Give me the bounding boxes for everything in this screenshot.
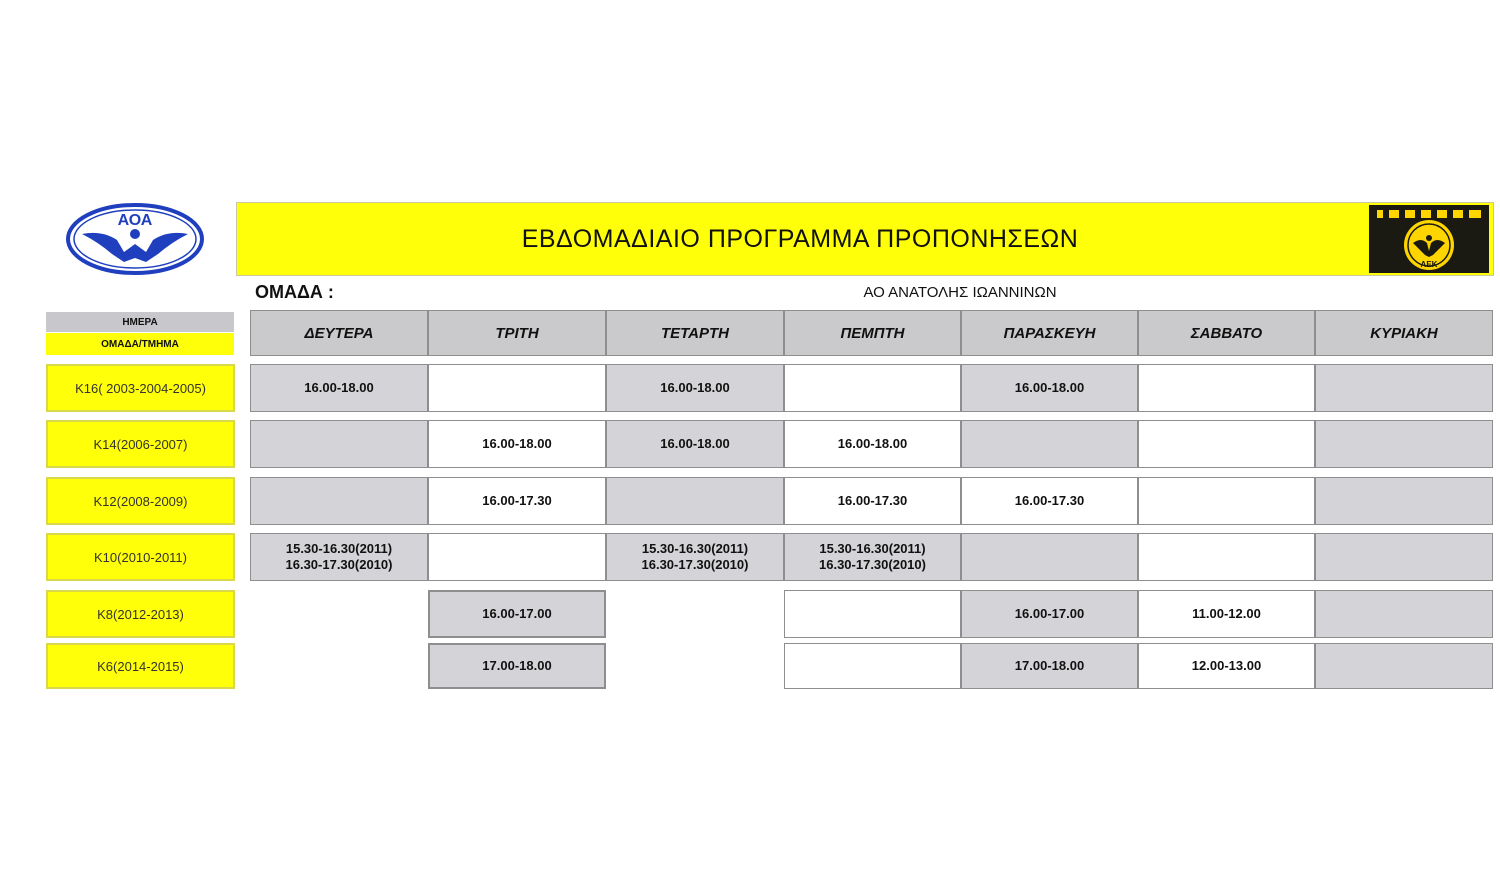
schedule-cell (961, 590, 1138, 638)
schedule-cell (606, 420, 784, 468)
page-title: ΕΒΔΟΜΑΔΙΑΙΟ ΠΡΟΓΡΑΜΜΑ ΠΡΟΠΟΝΗΣΕΩΝ (521, 224, 1079, 253)
time-slot: 16.00-17.30 (482, 493, 552, 508)
logo-right-text: ΑΕΚ (1420, 260, 1438, 269)
team-row-label: Κ6(2014-2015) (46, 643, 235, 689)
schedule-cell (1138, 643, 1315, 689)
schedule-cell (1138, 477, 1315, 525)
schedule-cell (1315, 420, 1493, 468)
schedule-cell (1315, 643, 1493, 689)
schedule-cell (250, 477, 428, 525)
team-name: ΑΟ ΑΝΑΤΟΛΗΣ ΙΩΑΝΝΙΝΩΝ (863, 284, 1057, 301)
time-slot: 12.00-13.00 (1191, 658, 1262, 673)
schedule-cell (784, 590, 961, 638)
time-slot: 16.30-17.30(2010) (285, 557, 393, 572)
team-row-label: Κ16( 2003-2004-2005) (46, 364, 235, 412)
time-slot: 17.00-18.00 (1014, 658, 1085, 673)
day-header-tuesday: ΤΡΙΤΗ (428, 310, 606, 356)
schedule-cell (784, 643, 961, 689)
schedule-cell (961, 533, 1138, 581)
schedule-cell (1315, 364, 1493, 412)
schedule-cell (428, 533, 606, 581)
schedule-cell (1138, 364, 1315, 412)
team-row-label: Κ12(2008-2009) (46, 477, 235, 525)
day-header-thursday: ΠΕΜΠΤΗ (784, 310, 961, 356)
club-logo-left (62, 200, 208, 278)
schedule-cell (1138, 533, 1315, 581)
time-slot: 15.30-16.30(2011) (819, 541, 926, 556)
time-slot: 16.30-17.30(2010) (819, 557, 926, 572)
logo-left-text: ΑΟΑ (117, 212, 153, 229)
time-slot: 15.30-16.30(2011) (285, 541, 393, 556)
schedule-cell (1138, 590, 1315, 638)
header-day-label: ΗΜΕΡΑ (46, 312, 234, 332)
schedule-cell (250, 364, 428, 412)
schedule-cell (250, 420, 428, 468)
time-slot: 16.00-18.00 (660, 380, 730, 395)
schedule-cell (961, 364, 1138, 412)
time-slot: 16.00-17.30 (837, 493, 908, 508)
schedule-cell (428, 364, 606, 412)
schedule-cell (428, 477, 606, 525)
schedule-cell (784, 477, 961, 525)
time-slot: 15.30-16.30(2011) (641, 541, 749, 556)
schedule-cell (606, 533, 784, 581)
schedule-cell (428, 590, 606, 638)
club-crest-icon (1369, 205, 1489, 273)
time-slot: 16.00-18.00 (837, 436, 908, 451)
schedule-cell (1138, 420, 1315, 468)
schedule-cell (1315, 477, 1493, 525)
schedule-cell (961, 420, 1138, 468)
header-team-label: ΟΜΑΔΑ/ΤΜΗΜΑ (46, 333, 234, 355)
team-row-label: Κ8(2012-2013) (46, 590, 235, 638)
schedule-cell (1315, 590, 1493, 638)
time-slot: 11.00-12.00 (1192, 606, 1261, 621)
time-slot: 17.00-18.00 (482, 658, 552, 673)
schedule-cell (428, 643, 606, 689)
schedule-cell (961, 643, 1138, 689)
team-label: ΟΜΑΔΑ : (255, 282, 334, 302)
club-logo-right (1369, 205, 1489, 273)
schedule-cell (784, 533, 961, 581)
title-banner (236, 202, 1494, 276)
time-slot: 16.00-17.00 (1014, 606, 1085, 621)
time-slot: 16.00-18.00 (304, 380, 374, 395)
day-header-monday: ΔΕΥΤΕΡΑ (250, 310, 428, 356)
schedule-cell (1315, 533, 1493, 581)
schedule-cell (784, 420, 961, 468)
time-slot: 16.00-18.00 (660, 436, 730, 451)
time-slot: 16.00-18.00 (482, 436, 552, 451)
time-slot: 16.00-17.30 (1014, 493, 1085, 508)
team-row-label: Κ10(2010-2011) (46, 533, 235, 581)
schedule-cell (784, 364, 961, 412)
team-row-label: Κ14(2006-2007) (46, 420, 235, 468)
schedule-cell (428, 420, 606, 468)
time-slot: 16.00-18.00 (1014, 380, 1085, 395)
schedule-cell (606, 364, 784, 412)
day-header-friday: ΠΑΡΑΣΚΕΥΗ (961, 310, 1138, 356)
schedule-cell (606, 477, 784, 525)
day-header-sunday: ΚΥΡΙΑΚΗ (1315, 310, 1493, 356)
eagle-emblem-icon (62, 200, 208, 278)
time-slot: 16.00-17.00 (482, 606, 552, 621)
schedule-cell (961, 477, 1138, 525)
day-header-wednesday: ΤΕΤΑΡΤΗ (606, 310, 784, 356)
time-slot: 16.30-17.30(2010) (641, 557, 749, 572)
day-header-saturday: ΣΑΒΒΑΤΟ (1138, 310, 1315, 356)
schedule-cell (250, 533, 428, 581)
